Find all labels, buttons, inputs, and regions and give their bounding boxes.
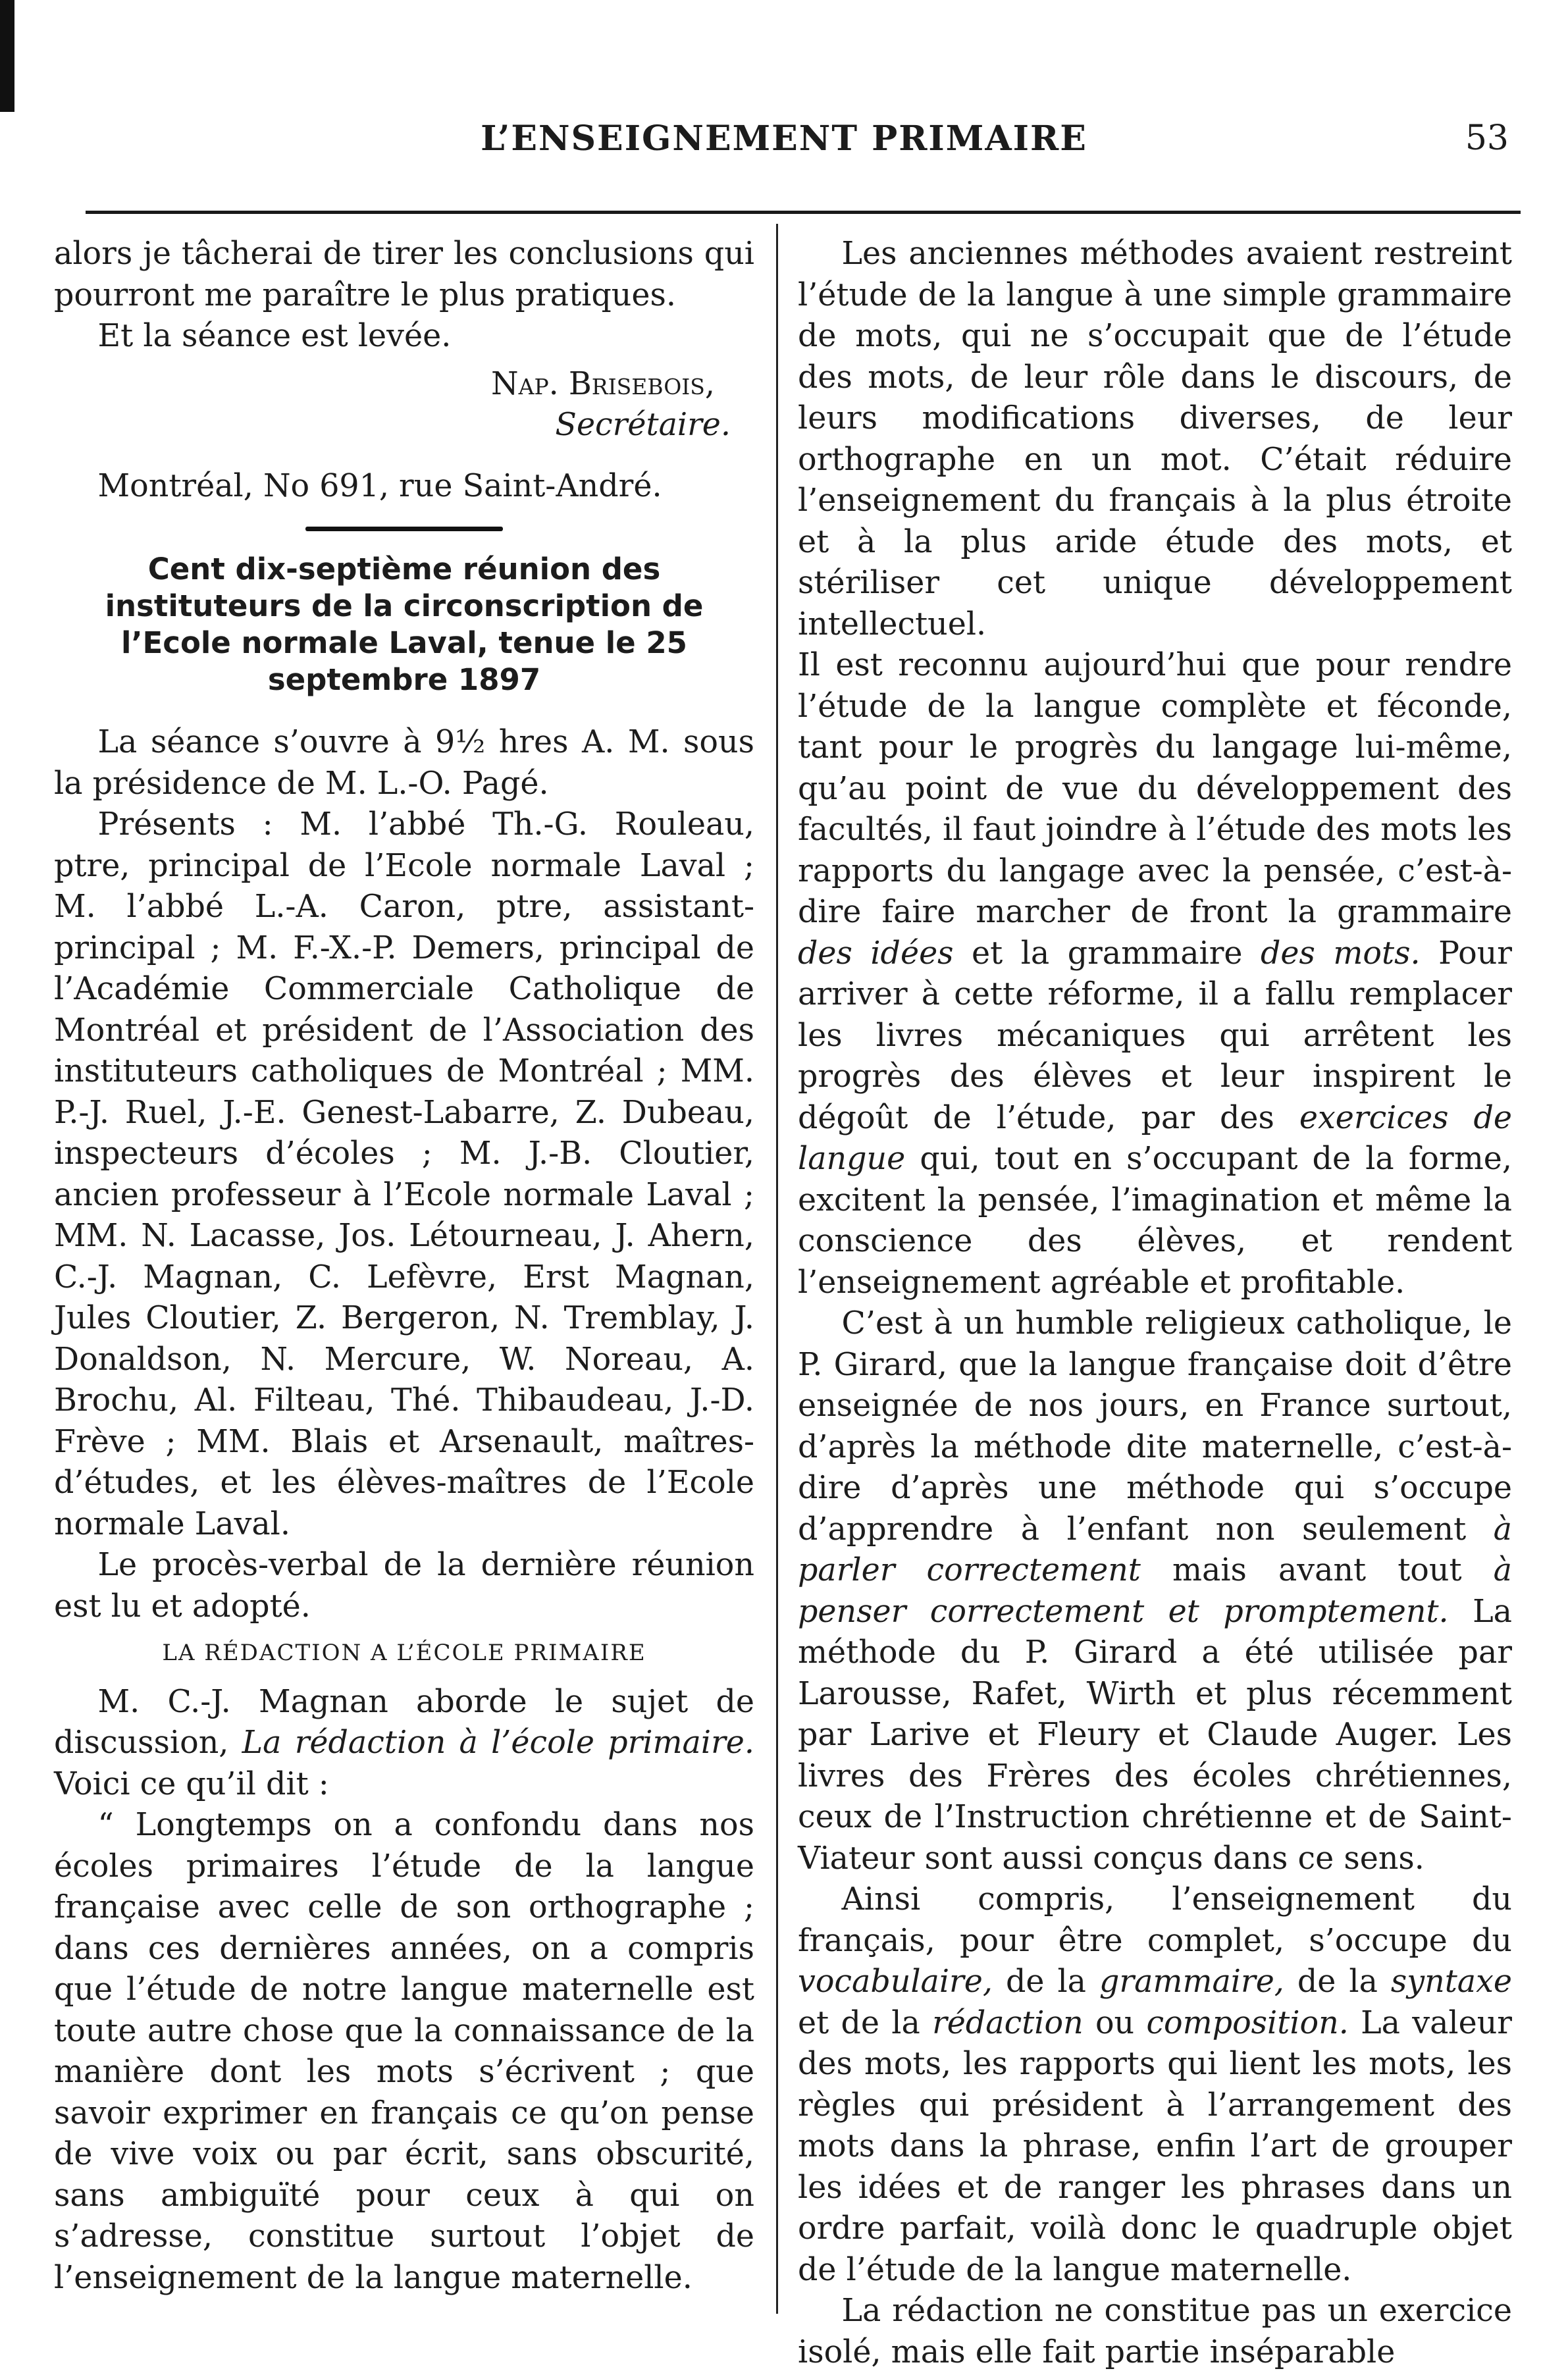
paragraph: Les anciennes méthodes avaient restreint l’étude de la langue à une simple grammaire de mots, qui ne s’occupait que de l’étude des mots, de leur rôle dans le discours, de leurs modifications diverses, de leur orthographe en un mot. C’était réduire l’enseignement du français à la plus étroite et à la plus aride étude des mots, et stériliser cet unique développement intellectuel. — [798, 236, 1512, 642]
italic-run: vocabulaire, — [798, 1964, 993, 2000]
paragraph: La séance s’ouvre à 9½ hres A. M. sous la présidence de M. L.-O. Pagé. — [54, 724, 754, 802]
subheading: LA RÉDACTION A L’ÉCOLE PRIMAIRE — [162, 1640, 646, 1666]
text-run: et de la — [798, 2004, 933, 2041]
paragraph: “ Longtemps on a confondu dans nos écoles primaires l’étude de la langue française avec celle de son orthographe ; dans ces dernières années, on a compris que l’étude de notre langue maternelle est toute autre chose que la connaissance de la manière dont les mots s’écrivent ; que savoir exprimer en français ce qu’on pense de vive voix ou par écrit, sans obscurité, sans ambiguïté pour ceux à qui on s’adresse, constitue surtout l’objet de l’enseignement de la langue maternelle. — [54, 1807, 754, 2296]
paragraph — [798, 1303, 1512, 1879]
text-run: de la — [992, 1964, 1099, 2000]
text-run: M. C.-J. Magnan aborde le sujet de discussion, — [54, 1683, 754, 1761]
italic-run: grammaire, — [1099, 1964, 1284, 2000]
signature-title: Secrétaire. — [555, 407, 731, 443]
paragraph: alors je tâcherai de tirer les conclusions qui pourront me paraître le plus pratiques. — [54, 236, 754, 313]
paragraph — [54, 1682, 754, 1806]
scan-edge-mark — [0, 0, 14, 112]
italic-run: à penser correctement et promptement. — [798, 1552, 1512, 1630]
section-ornament — [305, 527, 503, 531]
signature-name: Nap. Brisebois, — [491, 365, 715, 402]
text-run: C’est à un humble religieux catholique, le P. Girard, que la langue française doit d’être enseignée de nos jours, en France surtout, d’après la méthode dite maternelle, c’est-à-dire d’après une méthode qui s’occupe d’apprendre à l’enfant non seulement — [798, 1305, 1512, 1548]
italic-run: syntaxe — [1390, 1964, 1513, 2000]
paragraph: La rédaction ne constitue pas un exercice isolé, mais elle fait partie inséparable — [798, 2293, 1512, 2370]
text-run: Pour arriver à cette réforme, il a fallu remplacer les livres mécaniques qui arrêtent les progrès des élèves et leur inspirent le dégoût de l’étude, par des — [798, 935, 1512, 1136]
right-column — [798, 234, 1512, 2373]
paragraph — [798, 1879, 1512, 2291]
text-run: ou — [1083, 2004, 1147, 2041]
text-run: La méthode du P. Girard a été utilisée par Larousse, Rafet, Wirth et plus récemment par Larive et Fleury et Claude Auger. Les livres des Frères des écoles chrétiennes, ceux de l’Instruction chrétienne et de Saint-Viateur sont aussi conçus dans ce sens. — [798, 1593, 1512, 1877]
italic-run: des idées — [798, 935, 954, 972]
paragraph: Présents : M. l’abbé Th.-G. Rouleau, ptre, principal de l’Ecole normale Laval ; M. l’abbé L.-A. Caron, ptre, assistant-principal ; M. F.-X.-P. Demers, principal de l’Académie Commerciale Catholique de Montréal et président de l’Association des instituteurs catholiques de Montréal ; MM. P.-J. Ruel, J.-E. Genest-Labarre, Z. Dubeau, inspecteurs d’écoles ; M. J.-B. Cloutier, ancien professeur à l’Ecole normale Laval ; MM. N. Lacasse, Jos. Létourneau, J. Ahern, C.-J. Magnan, C. Lefèvre, Erst Magnan, Jules Cloutier, Z. Bergeron, N. Tremblay, J. Donaldson, N. Mercure, W. Noreau, A. Brochu, Al. Filteau, Thé. Thibaudeau, J.-D. Frève ; MM. Blais et Arsenault, maîtres-d’études, et les élèves-maîtres de l’Ecole normale Laval. — [54, 806, 754, 1542]
paragraph — [798, 645, 1512, 1303]
left-column — [54, 234, 754, 2299]
running-title: L’ENSEIGNEMENT PRIMAIRE — [481, 118, 1087, 159]
header-rule — [86, 211, 1521, 214]
italic-run: La rédaction à l’école primaire. — [242, 1725, 754, 1761]
text-run: Ainsi compris, l’enseignement du français, pour être complet, s’occupe du — [798, 1881, 1512, 1959]
italic-run: composition. — [1146, 2004, 1349, 2041]
paragraph: Le procès-verbal de la dernière réunion est lu et adopté. — [54, 1547, 754, 1625]
text-run: qui, tout en s’occupant de la forme, excitent la pensée, l’imagination et même la conscience des élèves, et rendent l’enseignement agréable et profitable. — [798, 1141, 1512, 1301]
page-header — [0, 118, 1568, 197]
section-heading: Cent dix-septième réunion des instituteurs de la circonscription de l’Ecole normale Laval, tenue le 25 septembre 1897 — [105, 552, 704, 697]
italic-run: à parler correctement — [798, 1511, 1512, 1588]
text-run: La valeur des mots, les rapports qui lient les mots, les règles qui président à l’arrangement des mots dans la phrase, enfin l’art de grouper les idées et de ranger les phrases dans un ordre parfait, voilà donc le quadruple objet de l’étude de la langue maternelle. — [798, 2004, 1512, 2288]
column-divider — [776, 224, 778, 2314]
italic-run: des mots. — [1261, 935, 1421, 972]
paragraph: Et la séance est levée. — [97, 318, 452, 354]
text-run: Voici ce qu’il dit : — [54, 1765, 329, 1802]
text-run: et la grammaire — [953, 935, 1261, 972]
address: Montréal, No 691, rue Saint-André. — [97, 467, 662, 504]
italic-run: rédaction — [932, 2004, 1084, 2041]
italic-run: exercices de langue — [798, 1099, 1512, 1177]
page-number: 53 — [1465, 118, 1509, 158]
text-run: mais avant tout — [1140, 1552, 1494, 1588]
text-run: Il est reconnu aujourd’hui que pour rendre l’étude de la langue complète et féconde, tant pour le progrès du langage lui-même, qu’au point de vue du développement des facultés, il faut joindre à l’étude des mots les rapports du langage avec la pensée, c’est-à-dire faire marcher de front la grammaire — [798, 647, 1512, 930]
text-run: de la — [1284, 1964, 1391, 2000]
